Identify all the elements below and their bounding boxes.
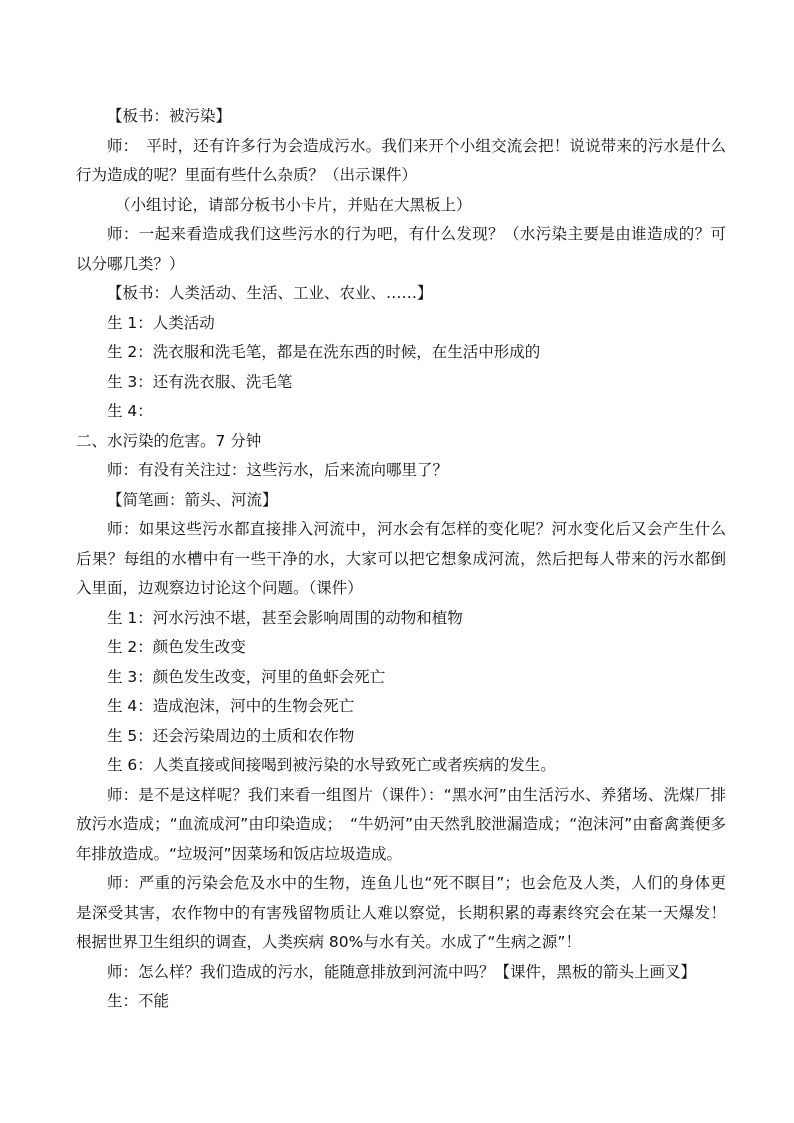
section-heading: 二、水污染的危害。7 分钟: [76, 431, 262, 450]
teacher-line: 师：如果这些污水都直接排入河流中，河水会有怎样的变化呢？河水变化后又会产生什么后果？每组的水槽中有一些干净的水，大家可以把它想象成河流，然后把每人带来的污水都倒入里面，边观察边讨论这个问题。（课件）: [76, 520, 726, 597]
student-line: 生 6：人类直接或间接喝到被污染的水导致死亡或者疾病的发生。: [107, 756, 556, 774]
teacher-line: 师：有没有关注过：这些污水，后来流向哪里了？: [107, 461, 449, 479]
student-line: 生 5：还会污染周边的土质和农作物: [107, 726, 355, 745]
student-line: 生 1：人类活动: [107, 313, 215, 332]
board-note-activities: 【板书：人类活动、生活、工业、农业、……】: [107, 284, 433, 302]
sketch-note: 【简笔画：箭头、河流】: [107, 490, 278, 509]
teacher-line: 师： 平时，还有许多行为会造成污水。我们来开个小组交流会把！说说带来的污水是什么行为造成的呢？里面有些什么杂质？（出示课件）: [76, 136, 726, 184]
group-discussion-note: （小组讨论，请部分板书小卡片，并贴在大黑板上）: [115, 195, 472, 214]
student-line: 生 3：还有洗衣服、洗毛笔: [107, 372, 293, 391]
teacher-line: 师：严重的污染会危及水中的生物，连鱼儿也“死不瞑目”；也会危及人类，人们的身体更是深受其害，农作物中的有害残留物质让人难以察觉，长期积累的毒素终究会在某一天爆发！根据世界卫生组织的调查，人类疾病 80%与水有关。水成了“生病之源”！: [76, 874, 726, 951]
student-line: 生 1：河水污浊不堪，甚至会影响周围的动物和植物: [107, 608, 463, 627]
student-line: 生 3：颜色发生改变，河里的鱼虾会死亡: [107, 667, 386, 686]
board-note-polluted: 【板书：被污染】: [107, 107, 232, 125]
student-line: 生 2：洗衣服和洗毛笔，都是在洗东西的时候，在生活中形成的: [107, 343, 541, 361]
document-body: [76, 102, 726, 1017]
student-line: 生 4：: [107, 402, 153, 420]
student-line: 生：不能: [107, 992, 170, 1010]
student-line: 生 4：造成泡沫，河中的生物会死亡: [107, 697, 355, 715]
teacher-line: 师：是不是这样呢？我们来看一组图片（课件）：“黑水河”由生活污水、养猪场、洗煤厂排放污水造成；“血流成河”由印染造成； “牛奶河”由天然乳胶泄漏造成；“泡沫河”由畜禽粪便多年排放造成。“垃圾河”因菜场和饭店垃圾造成。: [76, 785, 726, 863]
student-line: 生 2：颜色发生改变: [107, 638, 246, 656]
teacher-line: 师：怎么样？我们造成的污水，能随意排放到河流中吗？【课件，黑板的箭头上画叉】: [107, 962, 697, 981]
teacher-line: 师：一起来看造成我们这些污水的行为吧，有什么发现？（水污染主要是由谁造成的？可以分哪几类？）: [76, 225, 726, 273]
